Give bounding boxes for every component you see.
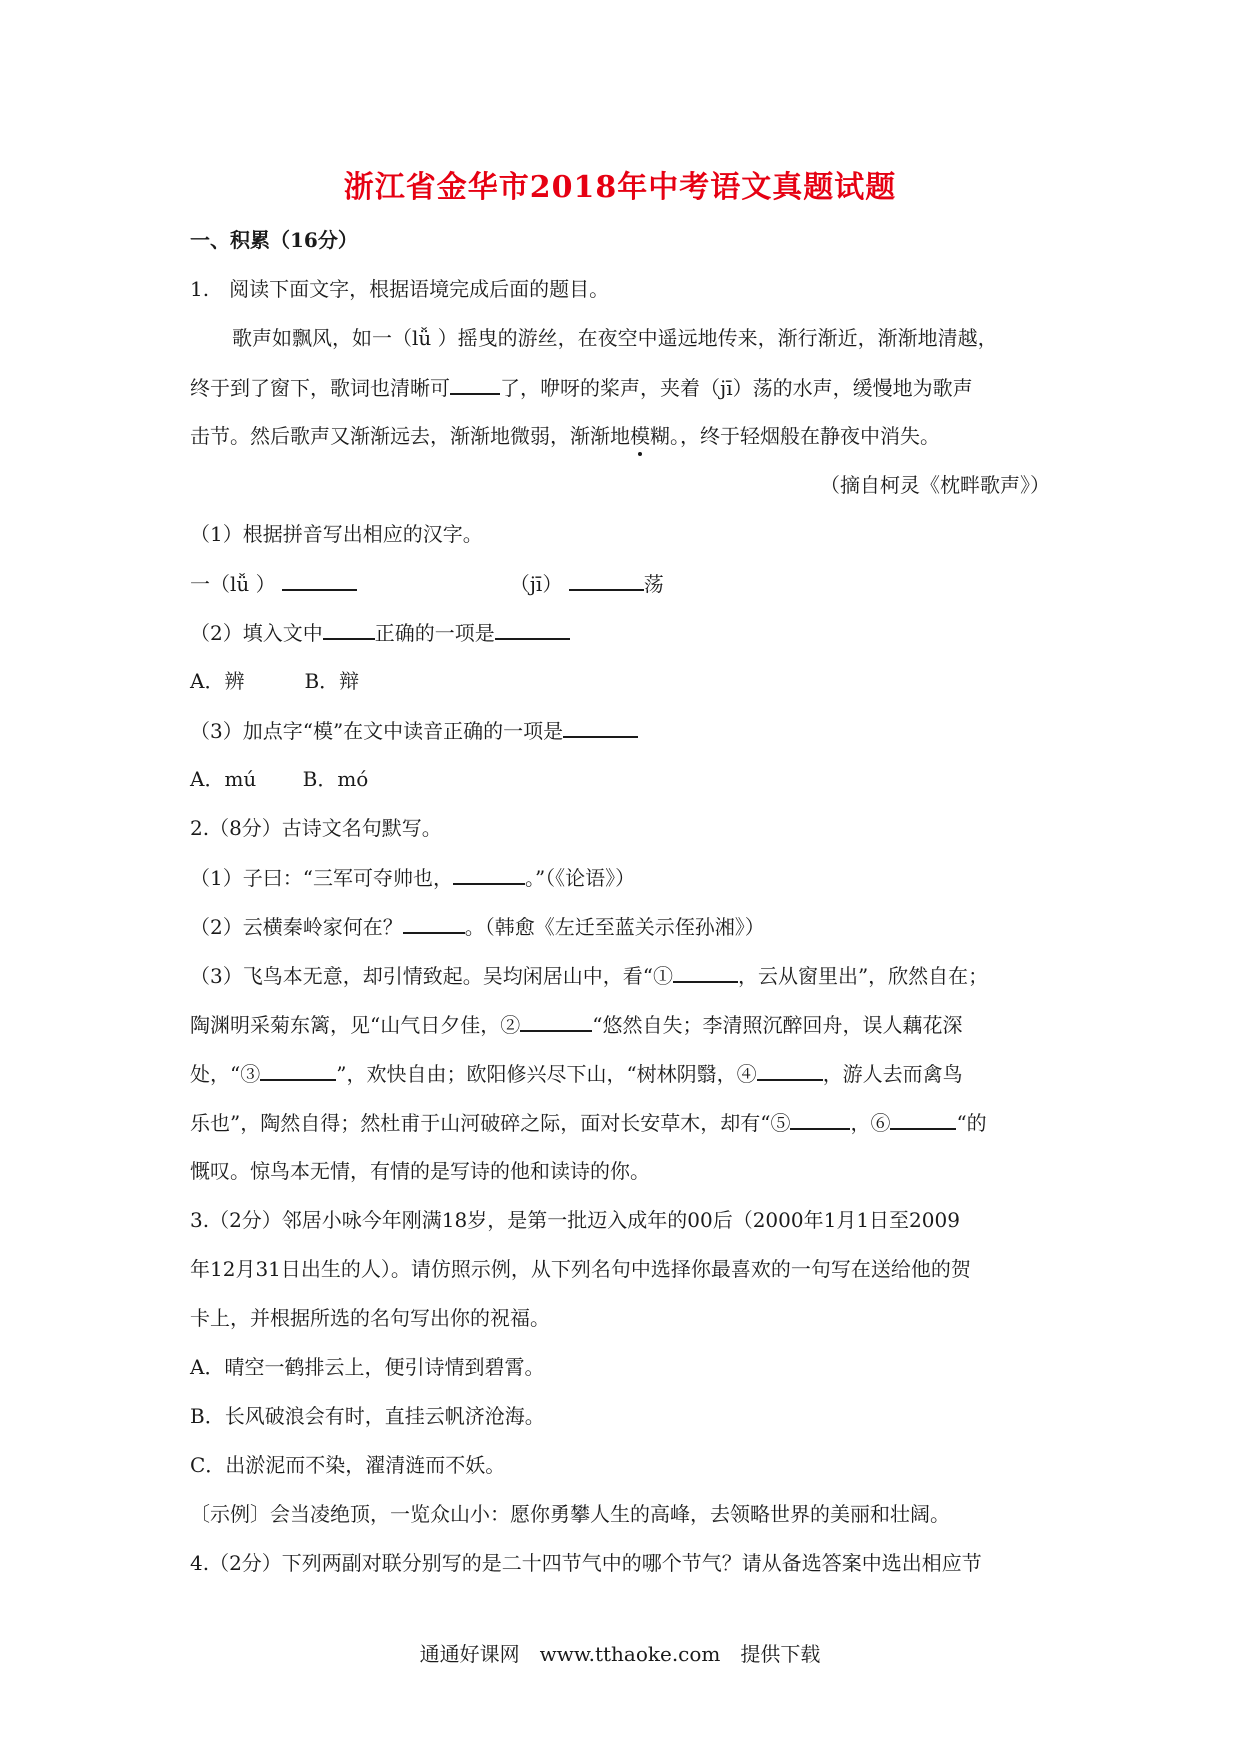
sub-question-text: 处，“③ bbox=[190, 1062, 261, 1086]
dotted-character: 模 bbox=[630, 424, 650, 448]
passage-text: 了，咿呀的桨声，夹着（jī）荡的水声，缓慢地为歌声 bbox=[500, 376, 973, 400]
answer-blank[interactable] bbox=[450, 373, 500, 395]
passage-text: 糊。，终于轻烟般在静夜中消失。 bbox=[650, 424, 940, 448]
passage-line: 歌声如飘风，如一（lǚ ）摇曳的游丝，在夜空中遥远地传来，渐行渐近，渐渐地清越， bbox=[232, 326, 998, 350]
sub-question-text: （2）填入文中 bbox=[190, 621, 323, 645]
answer-blank[interactable] bbox=[569, 569, 644, 591]
option-b: B．长风破浪会有时，直挂云帆济沧海。 bbox=[190, 1404, 545, 1428]
pinyin-tail: 荡 bbox=[643, 572, 664, 596]
sub-question-text: 乐也”，陶然自得；然杜甫于山河破碎之际，面对长安草木，却有“⑤ bbox=[190, 1111, 791, 1135]
option-a: A．晴空一鹤排云上，便引诗情到碧霄。 bbox=[190, 1355, 545, 1379]
question-3-stem: 卡上，并根据所选的名句写出你的祝福。 bbox=[190, 1306, 550, 1330]
sub-question bbox=[190, 863, 635, 892]
sub-question-text: ”，欢快自由；欧阳修兴尽下山，“树林阴翳，④ bbox=[336, 1062, 757, 1086]
question-2-stem: 2.（8分）古诗文名句默写。 bbox=[190, 816, 442, 840]
sub-question-text: ，云从窗里出”，欣然自在； bbox=[737, 964, 989, 988]
footer-credit: 通通好课网 www.tthaoke.com 提供下载 bbox=[419, 1642, 821, 1666]
sub-question-text: ，游人去而禽鸟 bbox=[822, 1062, 963, 1086]
sub-question-text: “的 bbox=[956, 1111, 987, 1135]
answer-blank[interactable] bbox=[453, 863, 525, 885]
question-1-stem: 1. 阅读下面文字，根据语境完成后面的题目。 bbox=[190, 277, 610, 301]
sub-question: 慨叹。惊鸟本无情，有情的是写诗的他和读诗的你。 bbox=[190, 1159, 650, 1183]
answer-blank[interactable] bbox=[495, 618, 570, 640]
sub-question-text: 。”（《论语》） bbox=[524, 866, 636, 890]
sub-question-text: 。（韩愈《左迁至蓝关示侄孙湘》） bbox=[464, 915, 765, 939]
section-heading: 一、积累（16分） bbox=[190, 228, 358, 252]
sub-question bbox=[190, 912, 765, 941]
answer-blank[interactable] bbox=[403, 912, 465, 934]
passage-source: （摘自柯灵《枕畔歌声》） bbox=[820, 473, 1050, 497]
pinyin-prompt: 一（lǚ ） bbox=[190, 572, 276, 596]
sub-question bbox=[190, 1059, 963, 1088]
question-3-stem: 年12月31日出生的人）。请仿照示例，从下列名句中选择你最喜欢的一句写在送给他的贺 bbox=[190, 1257, 971, 1281]
passage-text: 终于到了窗下，歌词也清晰可 bbox=[190, 376, 450, 400]
sub-question bbox=[190, 1108, 987, 1137]
sub-question-text: （1）子曰：“三军可夺帅也， bbox=[190, 866, 453, 890]
sub-question: （1）根据拼音写出相应的汉字。 bbox=[190, 522, 483, 546]
question-3-stem: 3.（2分）邻居小咏今年刚满18岁，是第一批迈入成年的00后（2000年1月1日至2009 bbox=[190, 1208, 960, 1232]
passage-line bbox=[190, 422, 940, 450]
answer-blank[interactable] bbox=[282, 569, 357, 591]
sub-question bbox=[190, 961, 988, 990]
answer-blank[interactable] bbox=[790, 1108, 850, 1130]
sub-question-text: （2）云横秦岭家何在？ bbox=[190, 915, 403, 939]
sub-question-text: 正确的一项是 bbox=[374, 621, 495, 645]
page-title: 浙江省金华市2018年中考语文真题试题 bbox=[343, 170, 897, 205]
sub-question bbox=[190, 618, 570, 647]
sub-question-text: 陶渊明采菊东篱，见“山气日夕佳，② bbox=[190, 1013, 521, 1037]
sub-question bbox=[190, 1010, 962, 1039]
example: 〔示例〕会当凌绝顶，一览众山小：愿你勇攀人生的高峰，去领略世界的美丽和壮阔。 bbox=[190, 1502, 950, 1526]
sub-question-answers bbox=[190, 569, 664, 598]
answer-blank[interactable] bbox=[260, 1059, 336, 1081]
answer-blank[interactable] bbox=[673, 961, 738, 983]
answer-blank[interactable] bbox=[890, 1108, 956, 1130]
options: A．mú B．mó bbox=[190, 767, 369, 791]
sub-question-text: ，⑥ bbox=[850, 1111, 891, 1135]
options: A．辨 B．辩 bbox=[190, 669, 360, 693]
answer-blank[interactable] bbox=[757, 1059, 823, 1081]
passage-text: 击节。然后歌声又渐渐远去，渐渐地微弱，渐渐地 bbox=[190, 424, 630, 448]
sub-question bbox=[190, 716, 638, 745]
answer-blank[interactable] bbox=[323, 618, 375, 640]
answer-blank[interactable] bbox=[520, 1010, 592, 1032]
passage-line bbox=[190, 373, 973, 402]
question-4-stem: 4.（2分）下列两副对联分别写的是二十四节气中的哪个节气？请从备选答案中选出相应节 bbox=[190, 1551, 982, 1575]
answer-blank[interactable] bbox=[563, 716, 638, 738]
option-c: C．出淤泥而不染，濯清涟而不妖。 bbox=[190, 1453, 506, 1477]
pinyin-prompt: （jī） bbox=[509, 572, 563, 596]
sub-question-text: （3）飞鸟本无意，却引情致起。吴均闲居山中，看“① bbox=[190, 964, 673, 988]
sub-question-text: “悠然自失；李清照沉醉回舟，误人藕花深 bbox=[592, 1013, 963, 1037]
sub-question-text: （3）加点字“模”在文中读音正确的一项是 bbox=[190, 719, 564, 743]
